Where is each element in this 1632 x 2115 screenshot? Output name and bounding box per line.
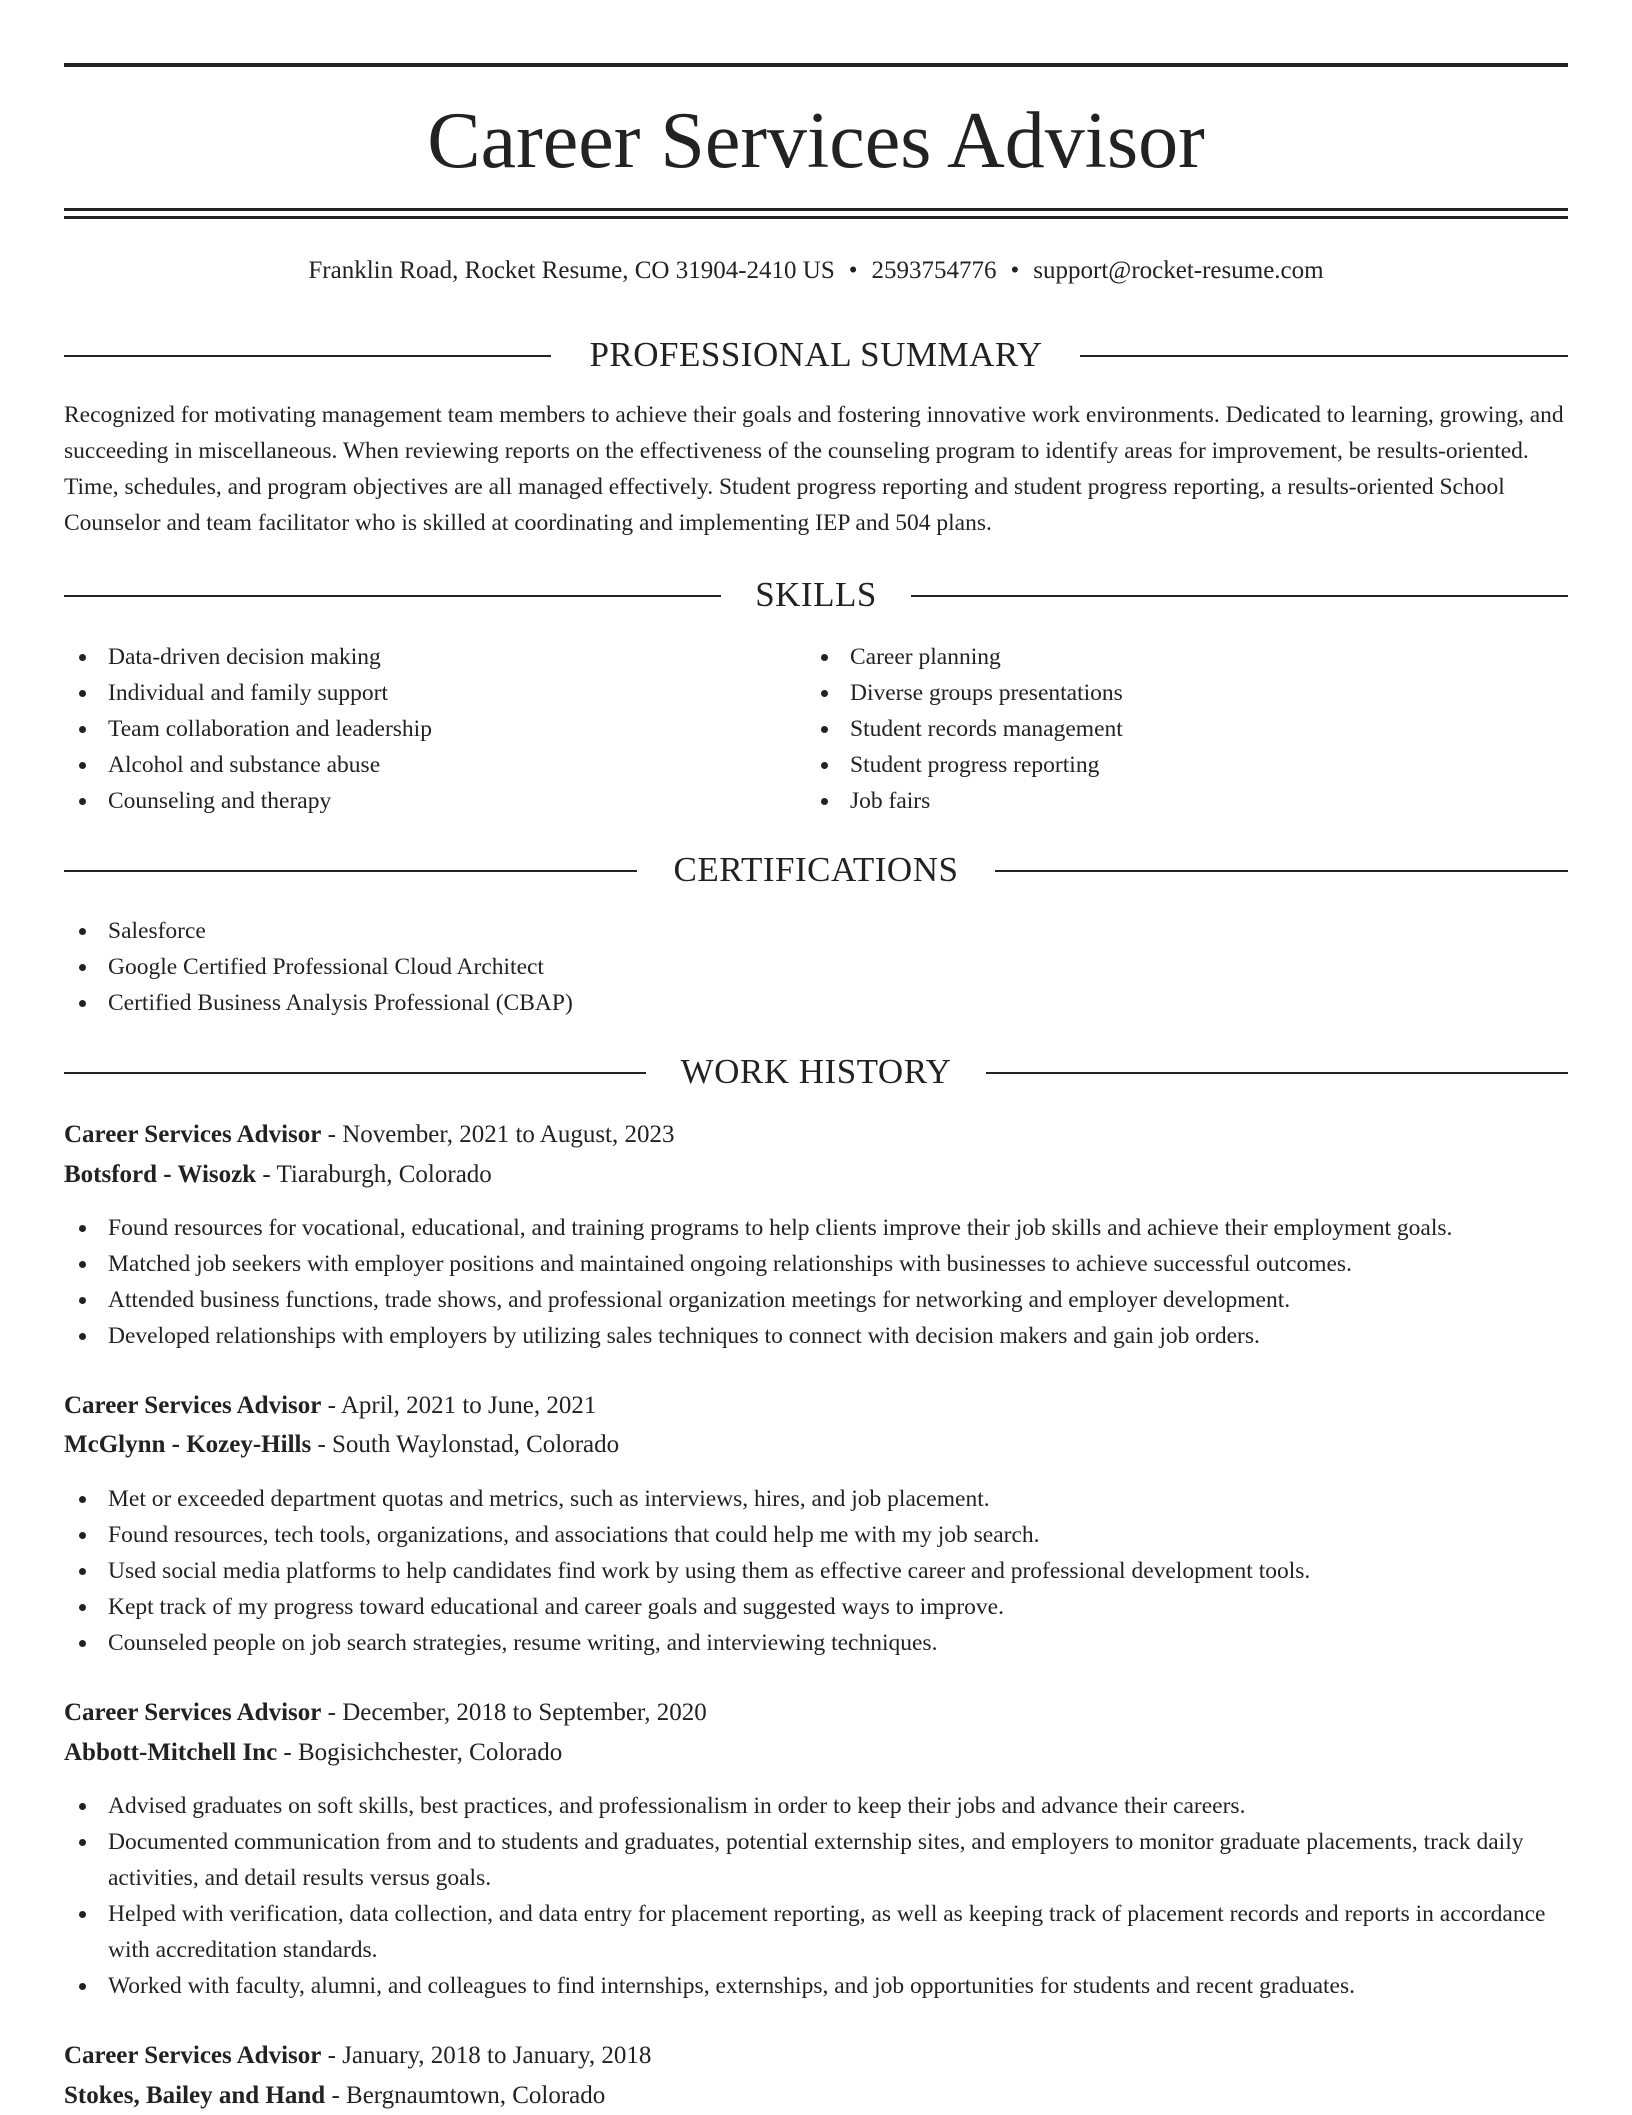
summary-heading-text: PROFESSIONAL SUMMARY [589, 335, 1043, 374]
job-bullet: Found resources, tech tools, organizations, and associations that could help me with my job search. [64, 1517, 1574, 1553]
contact-phone: 2593754776 [871, 257, 997, 284]
skill-item: Student records management [806, 711, 1506, 747]
top-rule [64, 63, 1568, 67]
skills-list-right [806, 639, 1506, 819]
skills-list-left [64, 639, 764, 819]
skill-item: Counseling and therapy [64, 783, 764, 819]
certifications-heading [64, 847, 1568, 893]
job-bullet: Helped with verification, data collection, and data entry for placement reporting, as well as keeping track of placement records and reports in accordance with accreditation standards. [64, 1896, 1574, 1968]
job-dates: December, 2018 to September, 2020 [342, 1699, 707, 1726]
job-bullet: Developed relationships with employers by utilizing sales techniques to connect with decision makers and gain job orders. [64, 1318, 1574, 1354]
contact-line [0, 253, 1632, 289]
work-history-heading [64, 1049, 1568, 1095]
contact-address: Franklin Road, Rocket Resume, CO 31904-2410 US [308, 257, 835, 284]
job-location: South Waylonstad, Colorado [332, 1431, 620, 1458]
certification-item: Google Certified Professional Cloud Architect [64, 949, 1064, 985]
job-bullet: Attended business functions, trade shows, and professional organization meetings for networking and employer development. [64, 1282, 1574, 1318]
skill-item: Student progress reporting [806, 747, 1506, 783]
summary-text: Recognized for motivating management team members to achieve their goals and fostering innovative work environments. Dedicated to learning, growing, and succeeding in miscellaneous. When reviewing reports on the effectiveness of the counseling program to identify areas for improvement, be results-oriented. Time, schedules, and program objectives are all managed effectively. Student progress reporting and student progress reporting, a results-oriented School Counselor and team facilitator who is skilled at coordinating and implementing IEP and 504 plans. [64, 402, 1564, 536]
job-title-line: Career Services Advisor - April, 2021 to June, 2021 [64, 1392, 597, 1419]
job-dates: November, 2021 to August, 2023 [342, 1121, 675, 1148]
job-bullet: Used social media platforms to help candidates find work by using them as effective career and professional development tools. [64, 1553, 1574, 1589]
certifications-list [64, 913, 1064, 1021]
job-bullet: Matched job seekers with employer positions and maintained ongoing relationships with businesses to achieve successful outcomes. [64, 1246, 1574, 1282]
skill-item: Career planning [806, 639, 1506, 675]
contact-separator: • [1010, 257, 1020, 284]
certification-item: Certified Business Analysis Professional (CBAP) [64, 985, 1064, 1021]
job-location: Tiaraburgh, Colorado [276, 1161, 492, 1188]
heading-rule-right [911, 595, 1568, 597]
skill-item: Data-driven decision making [64, 639, 764, 675]
job-bullet: Worked with faculty, alumni, and colleagues to find internships, externships, and job opportunities for students and recent graduates. [64, 1968, 1574, 2004]
job-company: Botsford - Wisozk [64, 1161, 257, 1188]
title-rule-lower [64, 216, 1568, 219]
job-title: Career Services Advisor [64, 1699, 322, 1726]
job-title: Career Services Advisor [64, 1392, 322, 1419]
title-rule-upper [64, 208, 1568, 211]
job-dates: January, 2018 to January, 2018 [342, 2042, 652, 2069]
job-title: Career Services Advisor [64, 2042, 322, 2069]
job-bullets [64, 1788, 1574, 2004]
job-company: Stokes, Bailey and Hand [64, 2082, 326, 2109]
job-bullet: Met or exceeded department quotas and metrics, such as interviews, hires, and job placement. [64, 1481, 1574, 1517]
job-bullet: Kept track of my progress toward educational and career goals and suggested ways to improve. [64, 1589, 1574, 1625]
heading-rule-right [995, 870, 1568, 872]
skill-item: Job fairs [806, 783, 1506, 819]
certifications-heading-text: CERTIFICATIONS [673, 850, 959, 889]
job-bullets [64, 1481, 1574, 1661]
job-location: Bogisichchester, Colorado [298, 1739, 563, 1766]
job-title-line: Career Services Advisor - December, 2018 to September, 2020 [64, 1699, 707, 1726]
job-bullet: Advised graduates on soft skills, best practices, and professionalism in order to keep their jobs and advance their careers. [64, 1788, 1574, 1824]
job-title: Career Services Advisor [64, 1121, 322, 1148]
job-company: McGlynn - Kozey-Hills [64, 1431, 312, 1458]
skills-heading [64, 572, 1568, 618]
skill-item: Alcohol and substance abuse [64, 747, 764, 783]
contact-separator: • [848, 257, 858, 284]
job-bullet: Documented communication from and to students and graduates, potential externship sites, and employers to monitor graduate placements, track daily activities, and detail results versus goals. [64, 1824, 1574, 1896]
job-bullet: Counseled people on job search strategies, resume writing, and interviewing techniques. [64, 1625, 1574, 1661]
heading-rule-right [1080, 355, 1568, 357]
job-company: Abbott-Mitchell Inc [64, 1739, 278, 1766]
job-company-line: Stokes, Bailey and Hand - Bergnaumtown, Colorado [64, 2082, 606, 2109]
job-bullets [64, 1210, 1574, 1354]
certification-item: Salesforce [64, 913, 1064, 949]
job-company-line: McGlynn - Kozey-Hills - South Waylonstad, Colorado [64, 1431, 620, 1458]
job-company-line: Abbott-Mitchell Inc - Bogisichchester, Colorado [64, 1739, 563, 1766]
contact-email: support@rocket-resume.com [1033, 257, 1324, 284]
skill-item: Individual and family support [64, 675, 764, 711]
skills-heading-text: SKILLS [755, 575, 877, 614]
work-history-heading-text: WORK HISTORY [680, 1052, 952, 1091]
heading-rule-right [986, 1072, 1568, 1074]
job-dates: April, 2021 to June, 2021 [340, 1392, 597, 1419]
summary-heading [64, 332, 1568, 378]
skill-item: Team collaboration and leadership [64, 711, 764, 747]
job-title-line: Career Services Advisor - November, 2021 to August, 2023 [64, 1121, 675, 1148]
job-bullet: Found resources for vocational, educational, and training programs to help clients improve their job skills and achieve their employment goals. [64, 1210, 1574, 1246]
job-company-line: Botsford - Wisozk - Tiaraburgh, Colorado [64, 1161, 492, 1188]
skill-item: Diverse groups presentations [806, 675, 1506, 711]
job-location: Bergnaumtown, Colorado [346, 2082, 606, 2109]
job-title-line: Career Services Advisor - January, 2018 to January, 2018 [64, 2042, 652, 2069]
resume-title: Career Services Advisor [427, 97, 1205, 185]
